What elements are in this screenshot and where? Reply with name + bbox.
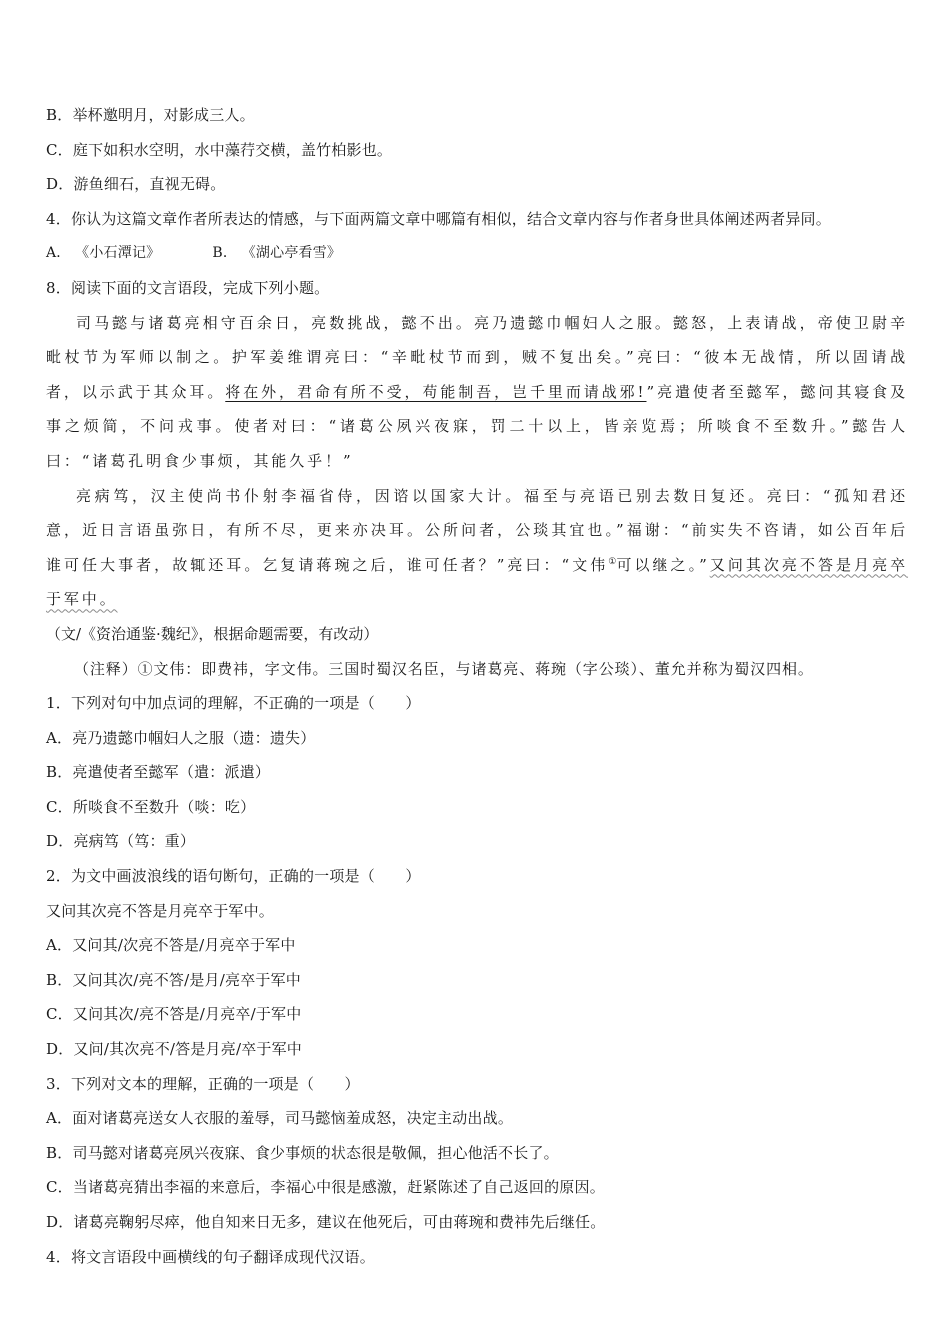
subquestion-3-option-a [46, 1101, 908, 1136]
footnote: （注释）①文伟：即费祎，字文伟。三国时蜀汉名臣，与诸葛亮、蒋琬（字公琰）、董允并称为蜀汉四相。 [74, 659, 814, 678]
option-label: B． [46, 763, 73, 782]
question-number: 3． [46, 1074, 71, 1093]
option-text: 诸葛亮鞠躬尽瘁，他自知来日无多，建议在他死后，可由蒋琬和费祎先后继任。 [73, 1213, 606, 1231]
choice-b: B． 《湖心亭看雪》 [212, 245, 342, 262]
option-label: C． [46, 1005, 73, 1024]
subquestion-1-option-d [46, 824, 908, 859]
subquestion-2-option-d [46, 1032, 908, 1067]
subquestion-2-option-b [46, 963, 908, 998]
subquestion-3-option-c [46, 1170, 908, 1205]
subquestion-3-option-b [46, 1136, 908, 1171]
subquestion-1-stem [46, 686, 908, 721]
option-d [46, 167, 908, 202]
subquestion-3-option-d [46, 1205, 908, 1240]
classical-passage [46, 306, 908, 617]
subquestion-4-stem [46, 1240, 908, 1275]
passage-paragraph-1 [46, 306, 908, 479]
question-4-stem [46, 202, 908, 237]
option-text: 亮病笃（笃：重） [73, 832, 196, 851]
passage-source: （文/《资治通鉴·魏纪》，根据命题需要，有改动） [46, 624, 379, 643]
question-text: 为文中画波浪线的语句断句，正确的一项是（ ） [70, 867, 421, 886]
underlined-sentence: 将在外，君命有所不受，苟能制吾，岂千里而请战邪! [225, 382, 647, 401]
option-text: 又问/其次亮不/答是月亮/卒于军中 [73, 1040, 303, 1059]
question-text: 下列对句中加点词的理解，不正确的一项是（ ） [70, 694, 421, 713]
wavy-underlined-sentence: 又问其次亮不答是月亮卒于军中。 [46, 555, 909, 609]
option-label: D． [46, 175, 74, 194]
option-text: 又问其次/亮不答/是月/亮卒于军中 [72, 970, 302, 989]
subquestion-1-option-b [46, 755, 908, 790]
passage-paragraph-2 [46, 479, 908, 617]
option-text: 庭下如积水空明，水中藻荇交横，盖竹柏影也。 [72, 140, 393, 159]
footnote-marker: ① [608, 556, 617, 567]
question-number: 8． [46, 278, 71, 297]
option-text: 游鱼细石，直视无碍。 [73, 175, 226, 194]
question-number: 4． [46, 1247, 71, 1266]
subquestion-1-option-a [46, 721, 908, 756]
passage-text: ”亮遣使者至懿军，懿问其寝食及事之烦简，不问戎事。使者对曰：“诸葛公夙兴夜寐，罚二十以上，皆亲览焉；所啖食不至数升。”懿告人曰：“诸葛孔明食少事烦，其能久乎！” [46, 382, 909, 470]
option-c [46, 133, 908, 168]
choice-a: A． 《小石潭记》 [46, 245, 161, 262]
option-text: 所啖食不至数升（啖：吃） [72, 797, 256, 816]
subquestion-3-stem [46, 1067, 908, 1102]
subquestion-1-option-c [46, 790, 908, 825]
question-text: 你认为这篇文章作者所表达的情感，与下面两篇文章中哪篇有相似，结合文章内容与作者身世具体阐述两者异同。 [70, 209, 831, 228]
option-text: 司马懿对诸葛亮夙兴夜寐、食少事烦的状态很是敬佩，担心他活不长了。 [72, 1143, 559, 1162]
question-text: 阅读下面的文言语段，完成下列小题。 [70, 278, 330, 297]
option-label: C． [46, 1178, 73, 1197]
option-label: D． [46, 1213, 74, 1231]
option-text: 当诸葛亮猜出李福的来意后，李福心中很是感激，赶紧陈述了自己返回的原因。 [72, 1178, 605, 1197]
exam-page [46, 98, 908, 1274]
option-text: 面对诸葛亮送女人衣服的羞辱，司马懿恼羞成怒，决定主动出战。 [72, 1109, 514, 1128]
option-label: B． [46, 1143, 73, 1162]
subquestion-2-option-a [46, 928, 908, 963]
option-text: 举杯邀明月，对影成三人。 [72, 106, 255, 124]
question-text: 下列对文本的理解，正确的一项是（ ） [70, 1074, 360, 1093]
subquestion-2-quote: 又问其次亮不答是月亮卒于军中。 [46, 901, 275, 920]
question-8-prompt [46, 271, 908, 306]
option-text: 亮乃遗懿巾帼妇人之服（遗：遗失） [72, 728, 316, 747]
subquestion-2-stem [46, 859, 908, 894]
question-text: 将文言语段中画横线的句子翻译成现代汉语。 [70, 1247, 375, 1266]
question-4-choices [46, 236, 908, 271]
option-label: D． [46, 1040, 74, 1059]
subquestion-2-option-c [46, 997, 908, 1032]
question-number: 2． [46, 867, 71, 886]
question-number: 4． [46, 209, 71, 228]
option-label: D． [46, 832, 74, 851]
question-number: 1． [46, 694, 71, 713]
passage-text: 亮病笃，汉主使尚书仆射李福省侍，因谘以国家大计。福至与亮语已别去数日复还。亮曰：“孤知君还意，近日言语虽弥日，有所不尽，更来亦决耳。公所问者，公琰其宜也。”福谢：“前实失不咨请，如公百年后谁可任大事者，故辄还耳。乞复请蒋琬之后，谁可任者？”亮曰：“文伟 [46, 486, 908, 574]
option-label: B． [46, 970, 73, 989]
passage-text: 司马懿与诸葛亮相守百余日，亮数挑战，懿不出。亮乃遗懿巾帼妇人之服。懿怒，上表请战，帝使卫尉辛毗杖节为军师以制之。护军姜维谓亮曰：“辛毗杖节而到，贼不复出矣。”亮曰：“彼本无战情，所以固请战者，以示武于其众耳。 [46, 313, 908, 401]
option-label: C． [46, 140, 73, 159]
option-b [46, 98, 908, 133]
option-label: A． [46, 936, 73, 955]
option-label: B． [46, 106, 73, 124]
passage-text: 可以继之。” [616, 555, 710, 574]
option-label: A． [46, 1109, 73, 1128]
option-text: 又问其次/亮不答是/月亮卒/于军中 [72, 1005, 302, 1024]
option-text: 亮遣使者至懿军（遣：派遣） [72, 763, 271, 782]
option-text: 又问其/次亮不答是/月亮卒于军中 [72, 936, 296, 955]
option-label: C． [46, 797, 73, 816]
option-label: A． [46, 728, 73, 747]
